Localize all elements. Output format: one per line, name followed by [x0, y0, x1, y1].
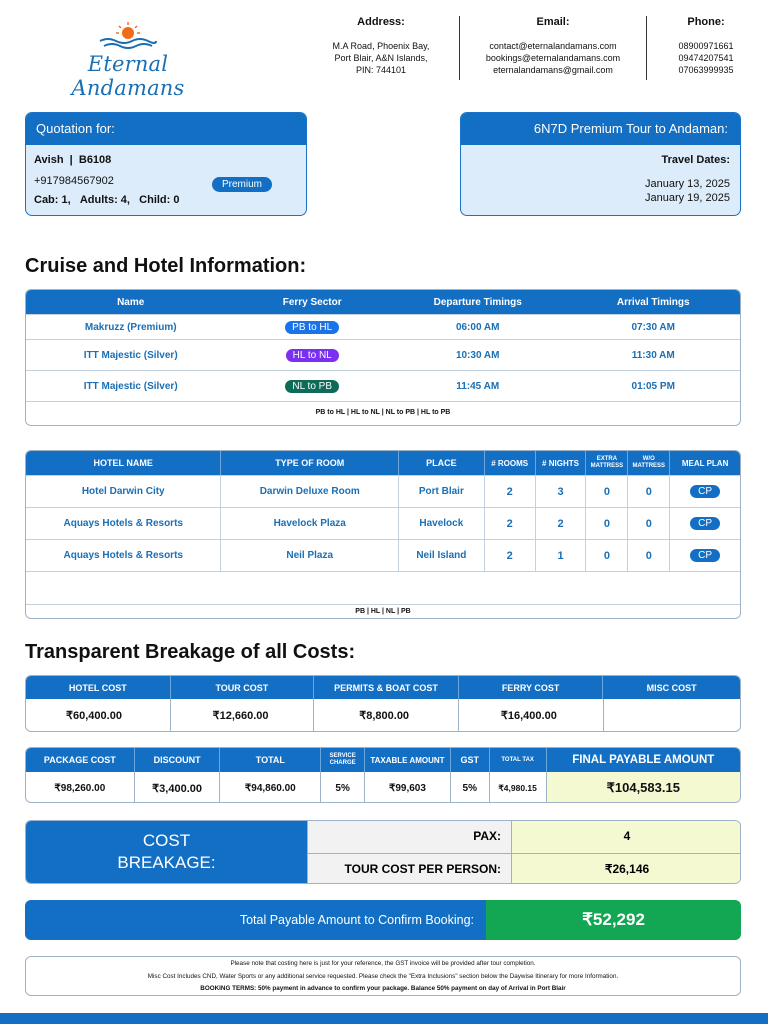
arrival-time: 07:30 AM: [631, 321, 675, 333]
note-line: Misc Cost Includes CND, Water Sports or any additional service requested. Please check the "Extra Inclusions" section below the Daywise Itinerary for more Information.: [147, 972, 619, 980]
quotation-card: [25, 112, 307, 216]
per-person-value: ₹26,146: [511, 853, 741, 884]
booking-id: B6108: [78, 154, 112, 166]
departure-time: 06:00 AM: [455, 321, 500, 333]
table-row: [26, 339, 740, 370]
table-row: [26, 370, 740, 401]
sector-pill: PB to HL: [285, 321, 339, 334]
column-header: W/O MATTRESS: [628, 451, 670, 475]
taxable-amount: ₹99,603: [365, 772, 451, 803]
empty-row: [26, 571, 740, 604]
table-header: [26, 676, 740, 699]
hotel-name: Aquays Hotels & Resorts: [26, 540, 221, 571]
brand-name: Eternal Andamans: [71, 52, 185, 100]
night-count: 3: [536, 476, 587, 507]
column-header: Name: [117, 296, 145, 308]
table-header: [26, 290, 740, 314]
hotel-name: Hotel Darwin City: [26, 476, 221, 507]
table-row: [26, 772, 740, 803]
night-count: 1: [536, 540, 587, 571]
without-mattress: 0: [628, 540, 670, 571]
column-header: EXTRA MATTRESS: [586, 451, 628, 475]
ferry-name: ITT Majestic (Silver): [83, 380, 178, 392]
note-line: Please note that costing here is just for your reference, the GST invoice will be provided after tour completion.: [230, 960, 536, 967]
column-header: FERRY COST: [459, 676, 604, 699]
ferry-name: ITT Majestic (Silver): [83, 349, 178, 361]
phone-link[interactable]: 07063999935: [678, 65, 734, 75]
misc-cost: [604, 699, 741, 732]
total: ₹94,860.00: [220, 772, 321, 803]
tour-title: 6N7D Premium Tour to Andaman:: [461, 113, 740, 145]
room-type: Havelock Plaza: [221, 508, 399, 539]
arrival-time: 01:05 PM: [631, 380, 675, 392]
column-header: TOTAL TAX: [490, 748, 547, 772]
table-header: [26, 451, 740, 475]
column-header: PERMITS & BOAT COST: [314, 676, 459, 699]
ferry-legend: PB to HL | HL to NL | NL to PB | HL to PB: [26, 401, 740, 425]
pax-value: 4: [511, 821, 741, 853]
cost-breakage-text: COST BREAKAGE:: [117, 831, 216, 872]
room-count: 2: [485, 508, 536, 539]
adult-count: Adults: 4,: [79, 194, 130, 206]
ferry-name: Makruzz (Premium): [84, 321, 177, 333]
column-header: HOTEL COST: [26, 676, 171, 699]
table-row: [26, 507, 740, 539]
hotel-place: Neil Island: [399, 540, 485, 571]
per-person-label: TOUR COST PER PERSON:: [307, 853, 511, 884]
column-header: FINAL PAYABLE AMOUNT: [572, 754, 715, 766]
total-payable-value: ₹52,292: [486, 900, 741, 940]
child-count: Child: 0: [139, 194, 180, 206]
extra-mattress: 0: [586, 508, 628, 539]
column-header: Departure Timings: [433, 296, 522, 308]
meal-plan-badge: CP: [690, 485, 720, 498]
cab-count: Cab: 1,: [34, 194, 71, 206]
cost-breakage-panel: [25, 820, 741, 884]
email-link[interactable]: bookings@eternalandamans.com: [485, 53, 621, 63]
column-header: Ferry Sector: [282, 296, 342, 308]
hotel-cost: ₹60,400.00: [26, 699, 171, 732]
phone-title: Phone:: [687, 16, 725, 28]
email-link[interactable]: contact@eternalandamans.com: [489, 41, 617, 51]
discount: ₹3,400.00: [135, 772, 221, 803]
note-line: BOOKING TERMS: 50% payment in advance to confirm your package. Balance 50% payment on day of Arrival in Port Blair: [200, 985, 566, 992]
guest-counts: [34, 194, 180, 206]
notes-box: [25, 956, 741, 996]
divider: [459, 16, 460, 80]
column-header: PACKAGE COST: [26, 748, 135, 772]
table-row: [26, 539, 740, 571]
address-line: PIN: 744101: [355, 65, 407, 75]
column-header: SERVICE CHARGE: [321, 748, 365, 772]
column-header: TYPE OF ROOM: [221, 451, 399, 475]
tour-cost: ₹12,660.00: [171, 699, 315, 732]
column-header: MEAL PLAN: [681, 458, 729, 468]
ferry-table: [25, 289, 741, 426]
column-header: HOTEL NAME: [26, 451, 221, 475]
column-header: PLACE: [399, 451, 485, 475]
pax-label: PAX:: [307, 821, 511, 853]
address-block: [312, 16, 450, 76]
extra-mattress: 0: [586, 476, 628, 507]
column-header: # ROOMS: [485, 451, 536, 475]
room-type: Neil Plaza: [221, 540, 399, 571]
without-mattress: 0: [628, 476, 670, 507]
travel-dates-label: Travel Dates:: [661, 154, 730, 166]
customer-line: [34, 154, 111, 166]
sun-waves-icon: [98, 22, 158, 52]
total-payable-label: Total Payable Amount to Confirm Booking:: [25, 900, 486, 940]
without-mattress: 0: [628, 508, 670, 539]
travel-end-date: January 19, 2025: [644, 192, 730, 204]
permits-cost: ₹8,800.00: [314, 699, 459, 732]
meal-plan-badge: CP: [690, 517, 720, 530]
cost-table: [25, 675, 741, 732]
phone-link[interactable]: 09474207541: [678, 53, 734, 63]
phone-link[interactable]: 08900971661: [678, 41, 734, 51]
email-block: [462, 16, 644, 76]
address-line: Port Blair, A&N Islands,: [334, 53, 428, 63]
costs-heading: Transparent Breakage of all Costs:: [25, 641, 356, 663]
separator: |: [69, 154, 73, 166]
table-row: [26, 475, 740, 507]
table-header: [26, 748, 740, 772]
departure-time: 11:45 AM: [456, 380, 500, 392]
room-type: Darwin Deluxe Room: [221, 476, 399, 507]
departure-time: 10:30 AM: [455, 349, 500, 361]
cruise-heading: Cruise and Hotel Information:: [25, 255, 307, 277]
travel-start-date: January 13, 2025: [644, 178, 730, 190]
address-title: Address:: [357, 16, 405, 28]
customer-phone: +917984567902: [34, 175, 114, 187]
tour-card: [460, 112, 741, 216]
customer-name: Avish: [34, 154, 64, 166]
room-count: 2: [485, 540, 536, 571]
divider: [646, 16, 647, 80]
hotel-place: Port Blair: [399, 476, 485, 507]
hotel-name: Aquays Hotels & Resorts: [26, 508, 221, 539]
room-count: 2: [485, 476, 536, 507]
column-header: DISCOUNT: [135, 748, 221, 772]
sector-pill: NL to PB: [285, 380, 339, 393]
column-header: TOUR COST: [171, 676, 315, 699]
total-payable-bar: [25, 900, 741, 940]
column-header: Arrival Timings: [616, 296, 690, 308]
gst: 5%: [451, 772, 490, 803]
table-row: [26, 314, 740, 339]
premium-badge: Premium: [212, 177, 272, 192]
meal-plan-badge: CP: [690, 549, 720, 562]
package-table: [25, 747, 741, 803]
sector-pill: HL to NL: [286, 349, 339, 362]
column-header: MISC COST: [646, 682, 697, 693]
column-header: TOTAL: [220, 748, 321, 772]
total-tax: ₹4,980.15: [490, 772, 547, 803]
hotel-place: Havelock: [399, 508, 485, 539]
email-link[interactable]: eternalandamans@gmail.com: [493, 65, 613, 75]
address-line: M.A Road, Phoenix Bay,: [332, 41, 430, 51]
arrival-time: 11:30 AM: [631, 349, 675, 361]
package-cost: ₹98,260.00: [26, 772, 135, 803]
footer-bar: [0, 1013, 768, 1024]
extra-mattress: 0: [586, 540, 628, 571]
cost-breakage-label: [26, 821, 307, 884]
brand-logo: [38, 22, 218, 100]
email-title: Email:: [536, 16, 570, 28]
phone-block: [650, 16, 762, 76]
hotel-table: [25, 450, 741, 619]
column-header: TAXABLE AMOUNT: [365, 748, 451, 772]
hotel-legend: PB | HL | NL | PB: [26, 604, 740, 619]
ferry-cost: ₹16,400.00: [459, 699, 604, 732]
final-payable-amount: ₹104,583.15: [547, 772, 740, 803]
quotation-title: Quotation for:: [26, 113, 306, 145]
night-count: 2: [536, 508, 587, 539]
column-header: GST: [451, 748, 490, 772]
column-header: # NIGHTS: [536, 451, 587, 475]
service-charge: 5%: [321, 772, 365, 803]
table-row: [26, 699, 740, 732]
